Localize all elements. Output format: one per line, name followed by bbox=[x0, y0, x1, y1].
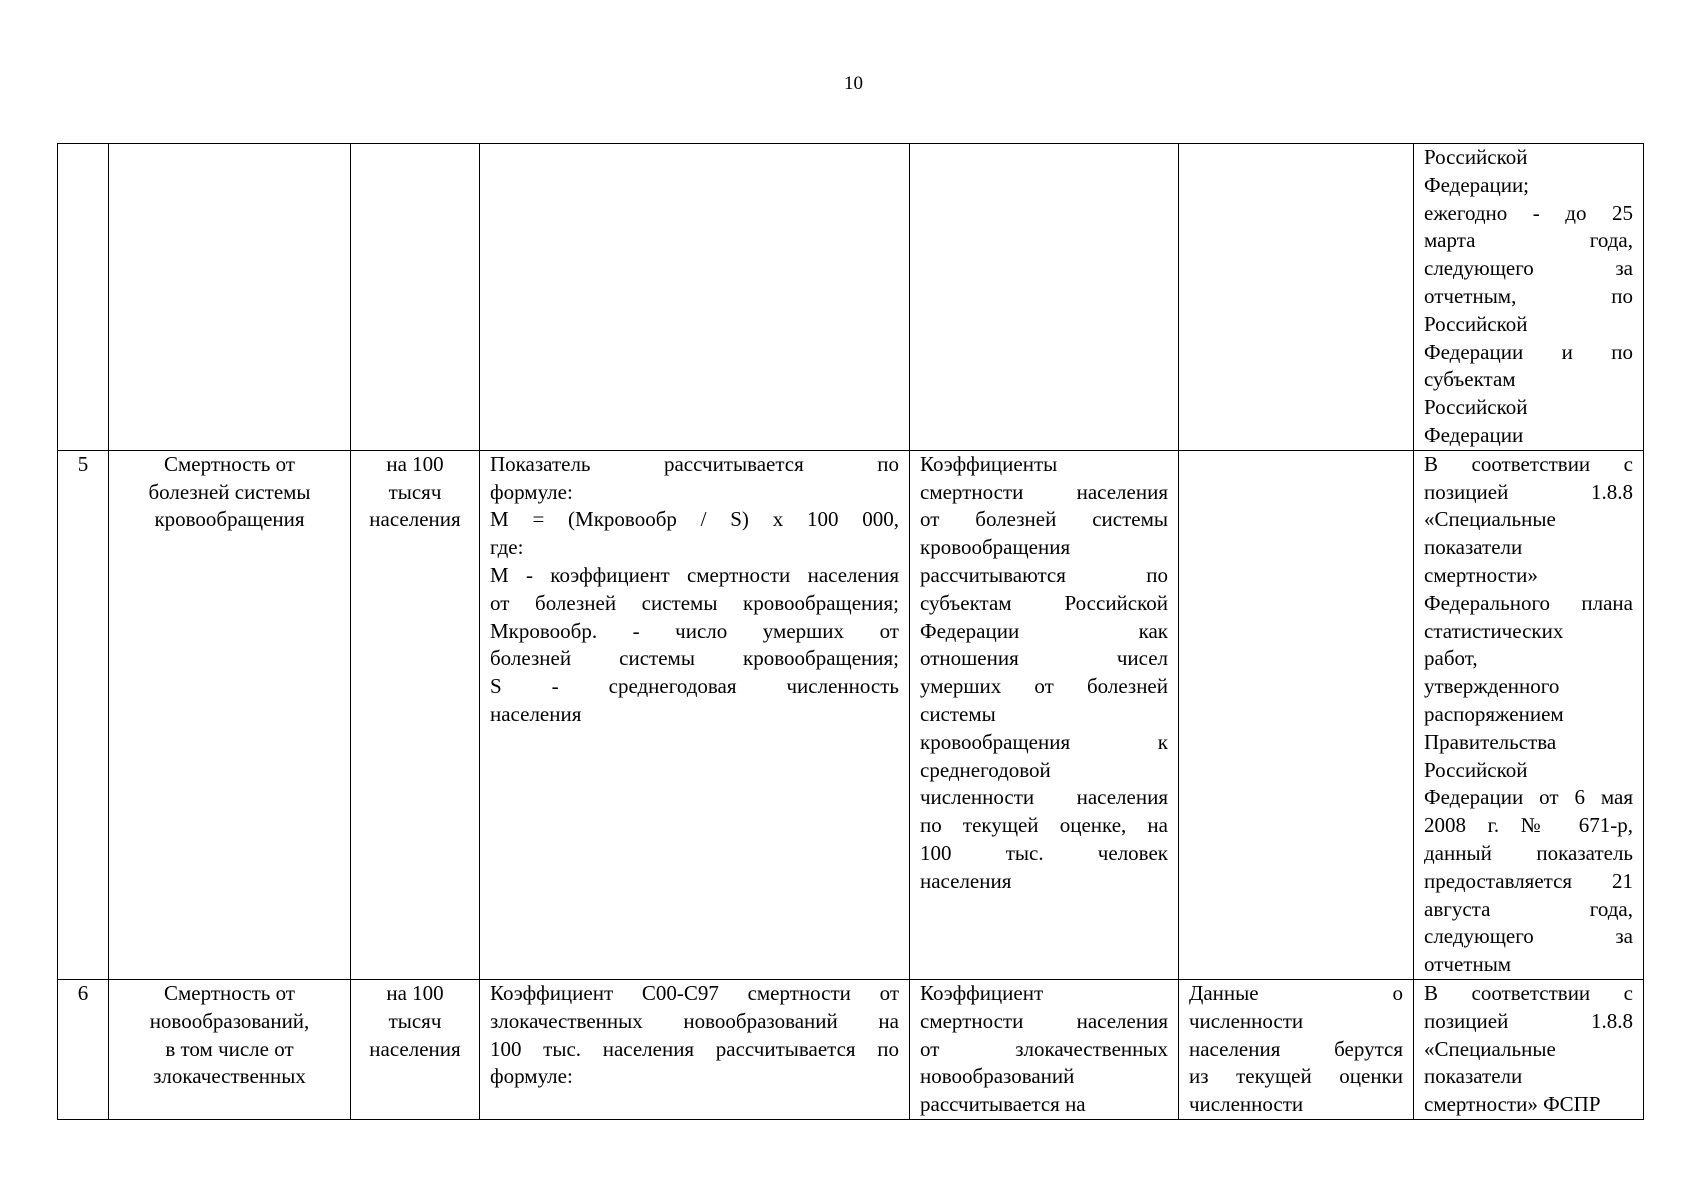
cell-unit bbox=[351, 144, 480, 451]
text-line: смертности населения bbox=[920, 1008, 1168, 1033]
text-line: населения берутся bbox=[1189, 1036, 1403, 1061]
cell-calculation bbox=[910, 979, 1179, 1119]
table-body bbox=[58, 144, 1644, 1120]
text-line: Российской bbox=[1424, 395, 1528, 420]
text-line: в том числе от bbox=[165, 1036, 294, 1061]
text-line: ежегодно - до 25 bbox=[1424, 200, 1633, 225]
text-line: от болезней системы bbox=[920, 507, 1168, 532]
text-line: В соответствии с bbox=[1424, 451, 1633, 476]
cell-indicator-name bbox=[109, 450, 351, 979]
text-line: Коэффициенты bbox=[920, 451, 1058, 476]
text-line: по текущей оценке, на bbox=[920, 813, 1168, 838]
text-line: статистических bbox=[1424, 618, 1564, 643]
cell-number bbox=[58, 979, 109, 1119]
text-line: населения bbox=[369, 1036, 461, 1061]
cell-method bbox=[480, 144, 910, 451]
indicator-table bbox=[57, 143, 1644, 1120]
text-line: субъектам bbox=[1424, 367, 1516, 392]
text-line: Смертность от bbox=[163, 980, 295, 1005]
text-line: Коэффициент bbox=[920, 980, 1044, 1005]
text-line: показатели bbox=[1424, 535, 1523, 560]
cell-unit bbox=[351, 979, 480, 1119]
text-line: отчетным bbox=[1424, 952, 1512, 977]
text-line: Данные о bbox=[1189, 980, 1403, 1005]
cell-term bbox=[1414, 979, 1644, 1119]
cell-term bbox=[1414, 450, 1644, 979]
text-line: В соответствии с bbox=[1424, 980, 1633, 1005]
cell-unit bbox=[351, 450, 480, 979]
text-line: Коэффициент C00-C97 смертности от bbox=[490, 980, 899, 1005]
cell-term bbox=[1414, 144, 1644, 451]
table-row bbox=[58, 144, 1644, 451]
text-line: системы bbox=[920, 701, 996, 726]
text-line: M - коэффициент смертности населения bbox=[490, 562, 899, 587]
text-line: от болезней системы кровообращения; bbox=[490, 590, 899, 615]
text-line: рассчитывается на bbox=[920, 1092, 1086, 1117]
text-line: Смертность от bbox=[163, 451, 295, 476]
text-line: Показатель рассчитывается по bbox=[490, 451, 899, 476]
text-line: Федерации bbox=[1424, 422, 1524, 447]
text-line: «Специальные bbox=[1424, 507, 1556, 532]
text-line: населения bbox=[369, 507, 461, 532]
text-line: численности bbox=[1189, 1092, 1304, 1117]
cell-number bbox=[58, 450, 109, 979]
row-number: 6 bbox=[77, 980, 89, 1005]
text-line: позицией 1.8.8 bbox=[1424, 1008, 1633, 1033]
text-line: M = (Мкровообр / S) x 100 000, bbox=[490, 507, 899, 532]
text-line: рассчитываются по bbox=[920, 562, 1168, 587]
text-line: Федерации от 6 мая bbox=[1424, 785, 1633, 810]
text-line: формуле: bbox=[490, 479, 573, 504]
text-line: отчетным, по bbox=[1424, 283, 1633, 308]
text-line: Российской bbox=[1424, 757, 1528, 782]
cell-data-source bbox=[1179, 979, 1414, 1119]
table-row bbox=[58, 979, 1644, 1119]
text-line: смертности населения bbox=[920, 479, 1168, 504]
text-line: 100 тыс. населения рассчитывается по bbox=[490, 1036, 899, 1061]
text-line: распоряжением bbox=[1424, 701, 1564, 726]
text-line: из текущей оценки bbox=[1189, 1064, 1403, 1089]
text-line: утвержденного bbox=[1424, 674, 1560, 699]
text-line: численности bbox=[1189, 1008, 1304, 1033]
cell-indicator-name bbox=[109, 979, 351, 1119]
text-line: смертности» bbox=[1424, 562, 1538, 587]
text-line: смертности» ФСПР bbox=[1424, 1092, 1601, 1117]
text-line: новообразований, bbox=[149, 1008, 310, 1033]
text-line: Федерации и по bbox=[1424, 339, 1633, 364]
text-line: следующего за bbox=[1424, 924, 1633, 949]
cell-calculation bbox=[910, 144, 1179, 451]
text-line: августа года, bbox=[1424, 896, 1633, 921]
text-line: субъектам Российской bbox=[920, 590, 1168, 615]
text-line: работ, bbox=[1424, 646, 1478, 671]
text-line: S - среднегодовая численность bbox=[490, 674, 899, 699]
text-line: позицией 1.8.8 bbox=[1424, 479, 1633, 504]
cell-calculation bbox=[910, 450, 1179, 979]
row-number: 5 bbox=[77, 451, 89, 476]
cell-method bbox=[480, 979, 910, 1119]
text-line: Российской bbox=[1424, 311, 1528, 336]
text-line: тысяч bbox=[388, 479, 442, 504]
cell-indicator-name bbox=[109, 144, 351, 451]
page-number-text: 10 bbox=[844, 73, 863, 94]
cell-data-source bbox=[1179, 144, 1414, 451]
text-line: следующего за bbox=[1424, 256, 1633, 281]
text-line: злокачественных новообразований на bbox=[490, 1008, 899, 1033]
text-line: на 100 bbox=[386, 980, 444, 1005]
text-line: кровообращения bbox=[920, 535, 1071, 560]
text-line: на 100 bbox=[386, 451, 444, 476]
text-line: умерших от болезней bbox=[920, 674, 1168, 699]
text-line: предоставляется 21 bbox=[1424, 868, 1633, 893]
page-number bbox=[0, 72, 1697, 96]
text-line: данный показатель bbox=[1424, 840, 1633, 865]
text-line: «Специальные bbox=[1424, 1036, 1556, 1061]
text-line: кровообращения bbox=[154, 507, 305, 532]
text-line: населения bbox=[920, 868, 1012, 893]
text-line: где: bbox=[490, 535, 524, 560]
table-row bbox=[58, 450, 1644, 979]
text-line: Мкровообр. - число умерших от bbox=[490, 618, 899, 643]
text-line: кровообращения к bbox=[920, 729, 1168, 754]
text-line: марта года, bbox=[1424, 228, 1633, 253]
text-line: 100 тыс. человек bbox=[920, 840, 1168, 865]
text-line: среднегодовой bbox=[920, 757, 1051, 782]
text-line: Федерации; bbox=[1424, 172, 1530, 197]
text-line: 2008 г. № 671-р, bbox=[1424, 813, 1633, 838]
text-line: населения bbox=[490, 701, 582, 726]
text-line: численности населения bbox=[920, 785, 1168, 810]
cell-data-source bbox=[1179, 450, 1414, 979]
text-line: Российской bbox=[1424, 145, 1528, 169]
cell-number bbox=[58, 144, 109, 451]
text-line: Правительства bbox=[1424, 729, 1557, 754]
text-line: болезней системы bbox=[148, 479, 311, 504]
text-line: новообразований bbox=[920, 1064, 1075, 1089]
text-line: отношения чисел bbox=[920, 646, 1168, 671]
text-line: болезней системы кровообращения; bbox=[490, 646, 899, 671]
text-line: от злокачественных bbox=[920, 1036, 1168, 1061]
text-line: злокачественных bbox=[153, 1064, 306, 1089]
cell-method bbox=[480, 450, 910, 979]
text-line: Федерального плана bbox=[1424, 590, 1633, 615]
text-line: показатели bbox=[1424, 1064, 1523, 1089]
text-line: тысяч bbox=[388, 1008, 442, 1033]
text-line: формуле: bbox=[490, 1064, 573, 1089]
text-line: Федерации как bbox=[920, 618, 1168, 643]
